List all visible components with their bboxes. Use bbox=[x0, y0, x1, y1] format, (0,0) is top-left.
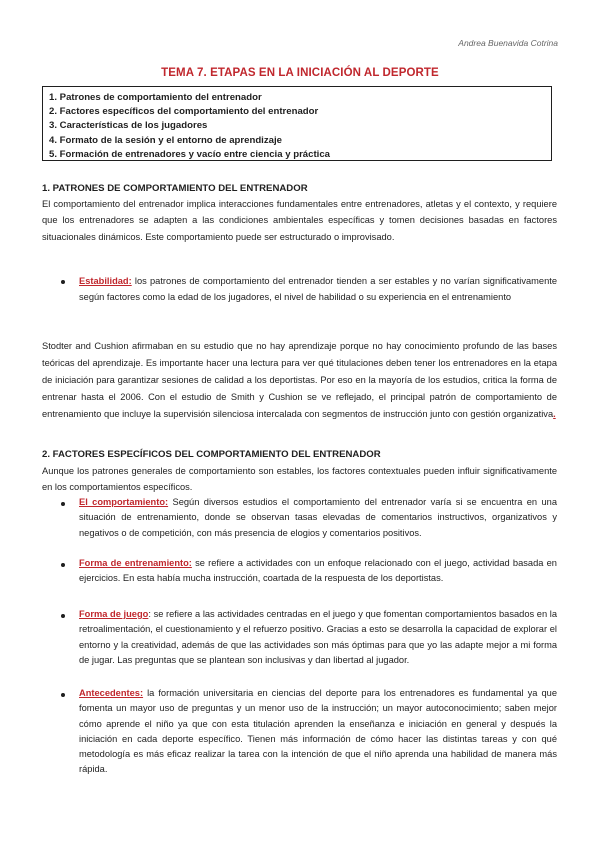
toc-item: 2. Factores específicos del comportamiento del entrenador bbox=[49, 106, 319, 118]
bullet-dot bbox=[61, 693, 65, 697]
author-name: Andrea Buenavida Cotrina bbox=[458, 38, 558, 48]
toc-item: 1. Patrones de comportamiento del entrenador bbox=[49, 92, 262, 103]
bullet-training-form bbox=[79, 556, 557, 587]
bullet-label: Antecedentes: bbox=[79, 688, 144, 698]
bullet-dot bbox=[61, 614, 65, 618]
bullet-dot bbox=[61, 280, 65, 284]
toc-item: 5. Formación de entrenadores y vacío entre ciencia y práctica bbox=[49, 148, 331, 160]
bullet-label: Forma de juego bbox=[79, 609, 149, 619]
toc-item: 3. Características de los jugadores bbox=[49, 120, 208, 132]
bullet-dot bbox=[61, 563, 65, 567]
paragraph-end: . bbox=[553, 409, 556, 420]
bullet-text: Según diversos estudios el comportamiento del entrenador varía si se encuentra en una situación de entrenamiento, donde se observan tasas elevadas de comentarios instructivos, organizativos y negativos o de competición, con más presencia de elogios y comentarios positivos. bbox=[79, 497, 557, 538]
bullet-text: : se refiere a las actividades centradas en el juego y que fomentan comportamientos basados en la retroalimentación, el cuestionamiento y el refuerzo positivo. Gracias a esto se desarrolla la capacidad de explorar el entorno y la creatividad, además de que las actividades son más óptimas para que yo las adapte mejor a mi forma de jugar. Las preguntas que se plantean son inclusivas y dan libertad al jugador. bbox=[79, 609, 558, 665]
bullet-stability bbox=[79, 273, 557, 306]
bullet-label: Forma de entrenamiento: bbox=[79, 558, 192, 568]
section-2-intro: Aunque los patrones generales de comportamiento son estables, los factores contextuales pueden influir significativamente en los comportamientos específicos. bbox=[42, 466, 557, 492]
bullet-label: Estabilidad: bbox=[79, 276, 132, 286]
bullet-behavior bbox=[79, 495, 557, 541]
section-1-heading: 1. PATRONES DE COMPORTAMIENTO DEL ENTRENADOR bbox=[42, 183, 308, 194]
bullet-text: se refiere a actividades con un enfoque relacionado con el juego, actividad basada en ejercicios. En esta había mucha instrucción, coartada de la respuesta de los deportistas. bbox=[79, 558, 557, 584]
bullet-text: la formación universitaria en ciencias del deporte para los entrenadores es fundamental ya que fomenta un mayor uso de preguntas y un menor uso de la instrucción; un mayor autoconocimiento; saben mejor cómo aprende el niño ya que con esta titulación aprenden la enseñanza e iniciación en general y después la iniciación en cada deporte específico. Tienen más información de cómo hacer las distintas tareas y con qué metodología es más eficaz realizar la tarea con la intención de que el niño aprenda una habilidad de manera más rápida. bbox=[79, 688, 557, 775]
bullet-game-form bbox=[79, 607, 557, 668]
table-of-contents bbox=[42, 86, 552, 161]
document-title: TEMA 7. ETAPAS EN LA INICIACIÓN AL DEPORTE bbox=[161, 67, 439, 79]
section-2-heading: 2. FACTORES ESPECÍFICOS DEL COMPORTAMIENTO DEL ENTRENADOR bbox=[42, 449, 381, 460]
section-1-paragraph bbox=[42, 338, 557, 423]
bullet-text: los patrones de comportamiento del entrenador tienden a ser estables y no varían significativamente según factores como la edad de los jugadores, el nivel de habilidad o su experiencia en el entrenamiento bbox=[79, 276, 557, 303]
bullet-dot bbox=[61, 502, 65, 506]
bullet-label: El comportamiento: bbox=[79, 497, 169, 507]
section-1-intro: El comportamiento del entrenador implica interacciones fundamentales entre entrenadores, atletas y el contexto, y requiere que los entrenadores se adapten a las condiciones ambientales específicas y tomen decisiones basadas en factores situacionales dinámicos. Este comportamiento puede ser estructurado o improvisado. bbox=[42, 199, 557, 242]
paragraph-text: Stodter and Cushion afirmaban en su estudio que no hay aprendizaje porque no hay conocimiento profundo de las bases teóricas del aprendizaje. Es importante hacer una lectura para ver qué titulaciones deben tener los entrenadores en la etapa de iniciación para garantizar sesiones de calidad a los deportistas. Por eso en la mayoría de los estudios, critica la forma de entrenar hasta el 2006. Con el estudio de Smith y Cushion se ve reflejado, el principal patrón de comportamiento de entrenamiento que incluye la supervisión silenciosa intercalada con segmentos de instrucción junto con gestión organizativa bbox=[42, 341, 557, 420]
bullet-background bbox=[79, 686, 557, 778]
toc-item: 4. Formato de la sesión y el entorno de aprendizaje bbox=[49, 134, 282, 146]
